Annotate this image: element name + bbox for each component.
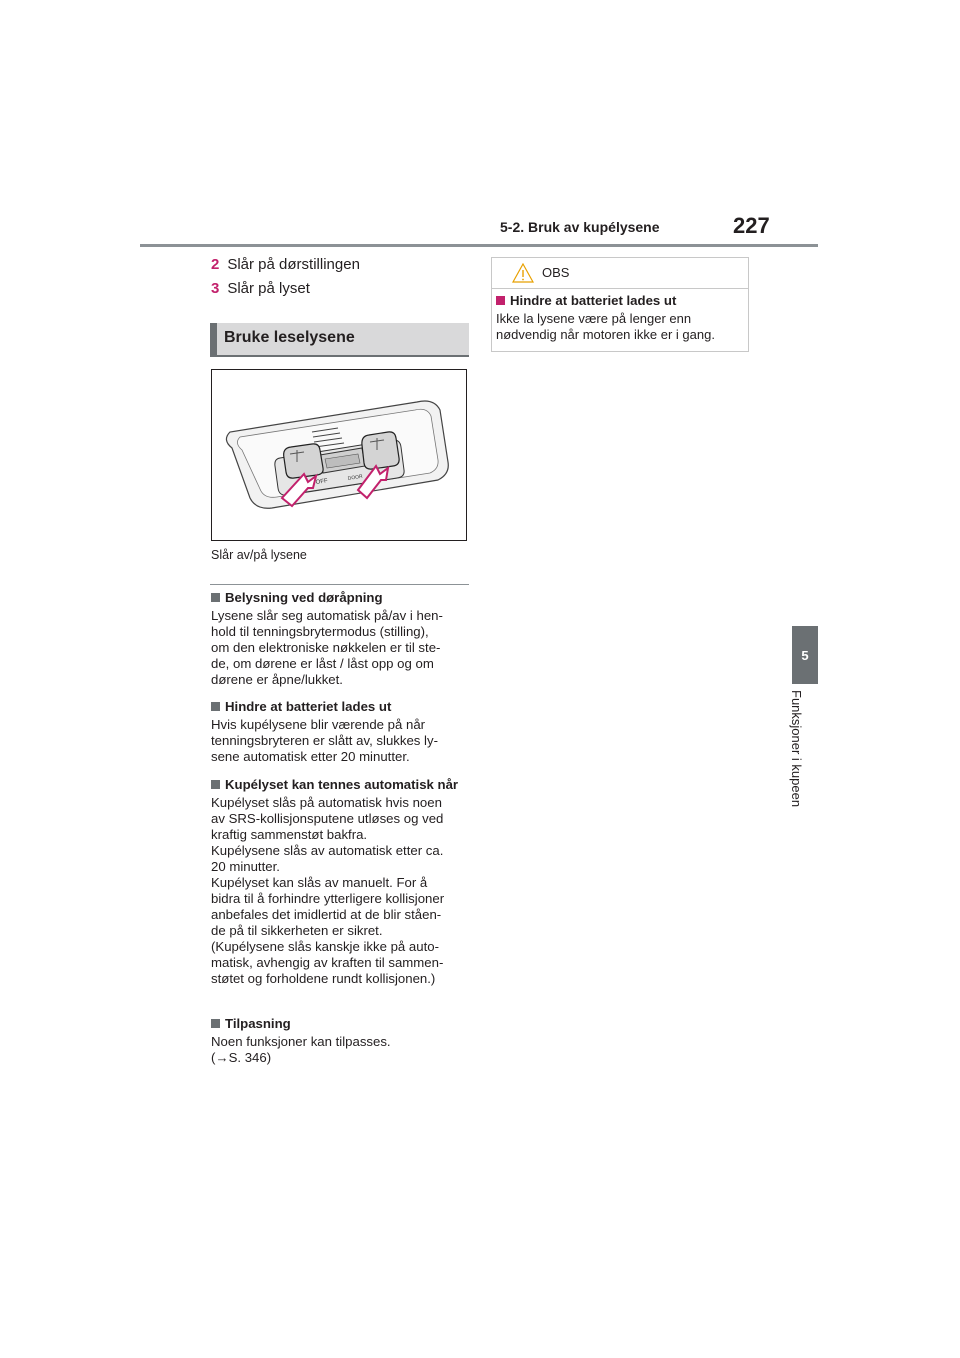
chapter-tab [792,626,818,684]
caption-divider [210,584,469,585]
notice-content [496,293,748,343]
subsection-paragraph [211,795,473,987]
header-section-title: 5-2. Bruk av kupélysene [500,219,660,235]
header-divider [140,244,818,247]
subsection-heading [211,777,473,793]
notice-paragraph [496,311,748,343]
chapter-title-vertical [784,690,804,840]
step-text: Slår på lyset [227,280,310,297]
overhead-console-drawing [212,370,466,540]
step-item [211,280,310,297]
text-line: støtet og forholdene rundt kollisjonen.) [211,971,436,986]
chapter-number: 5 [801,647,809,663]
notice-header [492,258,748,289]
text-line: de på til sikkerheten er sikret. [211,923,383,938]
subsection-title: Hindre at batteriet lades ut [225,699,392,714]
text-line: Kupélyset kan slås av manuelt. For å [211,875,428,890]
square-bullet-icon [211,780,220,789]
reading-lights-illustration [211,369,467,541]
chapter-title: Funksjoner i kupeen [789,690,804,808]
subsection-paragraph [211,608,473,688]
subsection-title: Kupélyset kan tennes automatisk når [225,777,459,792]
subsection-paragraph [211,1034,473,1066]
text-line: de, om dørene er låst / låst opp og om [211,656,434,671]
subsection [211,699,473,765]
text-line: Kupélyset slås på automatisk hvis noen [211,795,442,810]
subsection-heading [211,590,473,606]
subsection-heading [211,1016,473,1032]
text-line: tenningsbryteren er slått av, slukkes ly- [211,733,438,748]
subsection [211,590,473,688]
figure-caption: Slår av/på lysene [211,548,307,562]
text-line: matisk, avhengig av kraften til sammen- [211,955,444,970]
notice-label: OBS [542,265,570,280]
subsection-title: Tilpasning [225,1016,291,1031]
subsection-heading [211,699,473,715]
door-label: DOOR [347,473,364,482]
page-reference[interactable]: (→S. 346) [211,1050,272,1065]
text-line: anbefales det imidlertid at de blir ståen- [211,907,442,922]
subsection [211,777,473,987]
step-number: 3 [211,280,220,297]
notice-heading [496,293,748,309]
warning-triangle-icon [512,263,534,283]
text-line: av SRS-kollisjonsputene utløses og ved [211,811,444,826]
step-item [211,256,360,273]
page-number: 227 [733,213,770,238]
notice-box [491,257,749,352]
text-line: Kupélysene slås av automatisk etter ca. [211,843,444,858]
square-bullet-icon [211,593,220,602]
text-line: Noen funksjoner kan tilpasses. [211,1034,391,1049]
step-text: Slår på dørstillingen [227,256,360,273]
off-label: OFF [315,478,329,486]
section-divider [210,355,469,357]
text-line: hold til tenningsbrytermodus (stilling), [211,624,429,639]
text-line: 20 minutter. [211,859,280,874]
text-line: Ikke la lysene være på lenger enn [496,311,692,326]
square-bullet-icon [496,296,505,305]
notice-title: Hindre at batteriet lades ut [510,293,677,308]
text-line: bidra til å forhindre ytterligere kollisjoner [211,891,445,906]
square-bullet-icon [211,702,220,711]
subsection [211,1016,473,1066]
text-line: nødvendig når motoren ikke er i gang. [496,327,715,342]
step-number: 2 [211,256,220,273]
text-line: (Kupélysene slås kanskje ikke på auto- [211,939,439,954]
subsection-paragraph [211,717,473,765]
text-line: Lysene slår seg automatisk på/av i hen- [211,608,443,623]
text-line: sene automatisk etter 20 minutter. [211,749,410,764]
section-heading [210,323,469,356]
section-title: Bruke leselysene [224,329,355,346]
subsection-title: Belysning ved døråpning [225,590,383,605]
text-line: om den elektroniske nøkkelen er til ste- [211,640,441,655]
square-bullet-icon [211,1019,220,1028]
text-line: kraftig sammenstøt bakfra. [211,827,368,842]
text-line: Hvis kupélysene blir værende på når [211,717,426,732]
text-line: dørene er åpne/lukket. [211,672,343,687]
